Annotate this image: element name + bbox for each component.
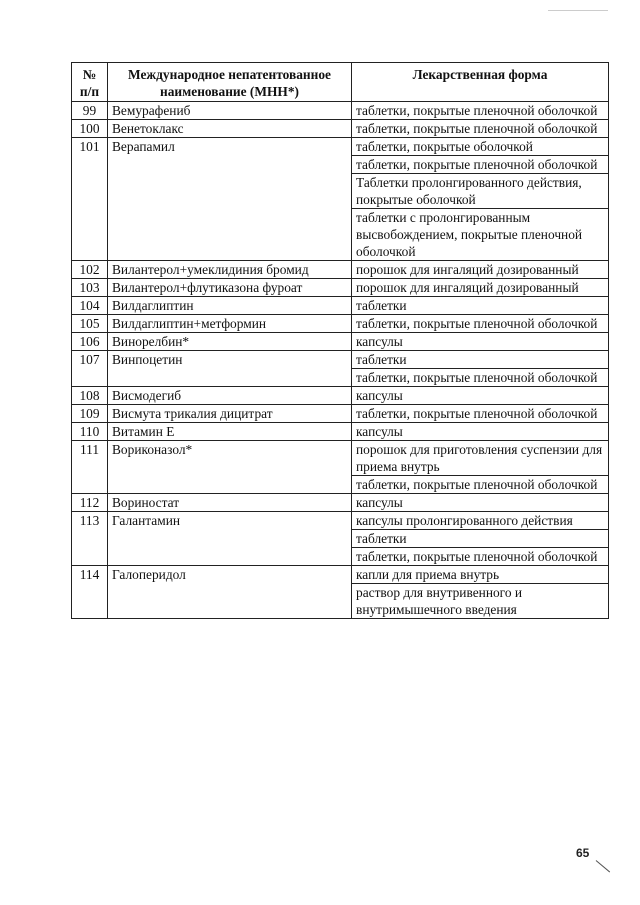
dosage-form: капсулы	[352, 387, 609, 405]
dosage-form: таблетки	[352, 297, 609, 315]
scan-artifact-line	[548, 10, 608, 11]
row-number: 111	[72, 441, 108, 494]
drug-name: Галоперидол	[108, 566, 352, 619]
dosage-form: порошок для ингаляций дозированный	[352, 261, 609, 279]
table-row	[72, 297, 609, 315]
dosage-form: капсулы	[352, 494, 609, 512]
drug-name: Верапамил	[108, 138, 352, 261]
dosage-form: капли для приема внутрь	[352, 566, 609, 584]
row-number: 110	[72, 423, 108, 441]
header-number: № п/п	[72, 63, 108, 102]
header-dosage-form: Лекарственная форма	[352, 63, 609, 102]
row-number: 107	[72, 351, 108, 387]
dosage-form: таблетки, покрытые оболочкой	[352, 138, 609, 156]
table-row	[72, 512, 609, 530]
table-row	[72, 405, 609, 423]
table-row	[72, 261, 609, 279]
drug-name: Вилантерол+умеклидиния бромид	[108, 261, 352, 279]
drug-name: Вориконазол*	[108, 441, 352, 494]
row-number: 114	[72, 566, 108, 619]
row-number: 109	[72, 405, 108, 423]
dosage-form: таблетки, покрытые пленочной оболочкой	[352, 315, 609, 333]
drug-name: Вилдаглиптин+метформин	[108, 315, 352, 333]
table-body	[72, 102, 609, 619]
table-row	[72, 333, 609, 351]
row-number: 108	[72, 387, 108, 405]
dosage-form: капсулы	[352, 423, 609, 441]
dosage-form: капсулы пролонгированного действия	[352, 512, 609, 530]
dosage-form: таблетки, покрытые пленочной оболочкой	[352, 369, 609, 387]
dosage-form: таблетки, покрытые пленочной оболочкой	[352, 120, 609, 138]
drug-name: Висмута трикалия дицитрат	[108, 405, 352, 423]
table-row	[72, 351, 609, 369]
row-number: 100	[72, 120, 108, 138]
drug-name: Вилдаглиптин	[108, 297, 352, 315]
table-row	[72, 315, 609, 333]
row-number: 103	[72, 279, 108, 297]
dosage-form: таблетки, покрытые пленочной оболочкой	[352, 102, 609, 120]
drug-name: Венетоклакс	[108, 120, 352, 138]
dosage-form: порошок для ингаляций дозированный	[352, 279, 609, 297]
drug-list-table	[71, 62, 609, 619]
row-number: 104	[72, 297, 108, 315]
drug-name: Винорелбин*	[108, 333, 352, 351]
dosage-form: таблетки	[352, 351, 609, 369]
dosage-form: Таблетки пролонгированного действия, покрытые оболочкой	[352, 174, 609, 209]
drug-name: Висмодегиб	[108, 387, 352, 405]
dosage-form: раствор для внутривенного и внутримышечного введения	[352, 584, 609, 619]
table-row	[72, 494, 609, 512]
dosage-form: таблетки с пролонгированным высвобождением, покрытые пленочной оболочкой	[352, 209, 609, 261]
dosage-form: таблетки, покрытые пленочной оболочкой	[352, 476, 609, 494]
drug-name: Винпоцетин	[108, 351, 352, 387]
table-header-row	[72, 63, 609, 102]
drug-name: Вилантерол+флутиказона фуроат	[108, 279, 352, 297]
table-row	[72, 138, 609, 156]
row-number: 101	[72, 138, 108, 261]
row-number: 105	[72, 315, 108, 333]
row-number: 112	[72, 494, 108, 512]
dosage-form: таблетки, покрытые пленочной оболочкой	[352, 405, 609, 423]
row-number: 106	[72, 333, 108, 351]
table-row	[72, 441, 609, 476]
table-row	[72, 102, 609, 120]
row-number: 113	[72, 512, 108, 566]
dosage-form: таблетки, покрытые пленочной оболочкой	[352, 548, 609, 566]
dosage-form: таблетки, покрытые пленочной оболочкой	[352, 156, 609, 174]
drug-name: Витамин Е	[108, 423, 352, 441]
dosage-form: капсулы	[352, 333, 609, 351]
table-row	[72, 120, 609, 138]
drug-name: Вориностат	[108, 494, 352, 512]
header-mnn: Международное непатентованное наименование (МНН*)	[108, 63, 352, 102]
row-number: 99	[72, 102, 108, 120]
drug-name: Галантамин	[108, 512, 352, 566]
dosage-form: порошок для приготовления суспензии для приема внутрь	[352, 441, 609, 476]
scan-artifact-mark	[596, 860, 610, 872]
table-row	[72, 387, 609, 405]
table-row	[72, 279, 609, 297]
drug-name: Вемурафениб	[108, 102, 352, 120]
row-number: 102	[72, 261, 108, 279]
page-number: 65	[576, 846, 590, 860]
table-row	[72, 423, 609, 441]
table-row	[72, 566, 609, 584]
dosage-form: таблетки	[352, 530, 609, 548]
